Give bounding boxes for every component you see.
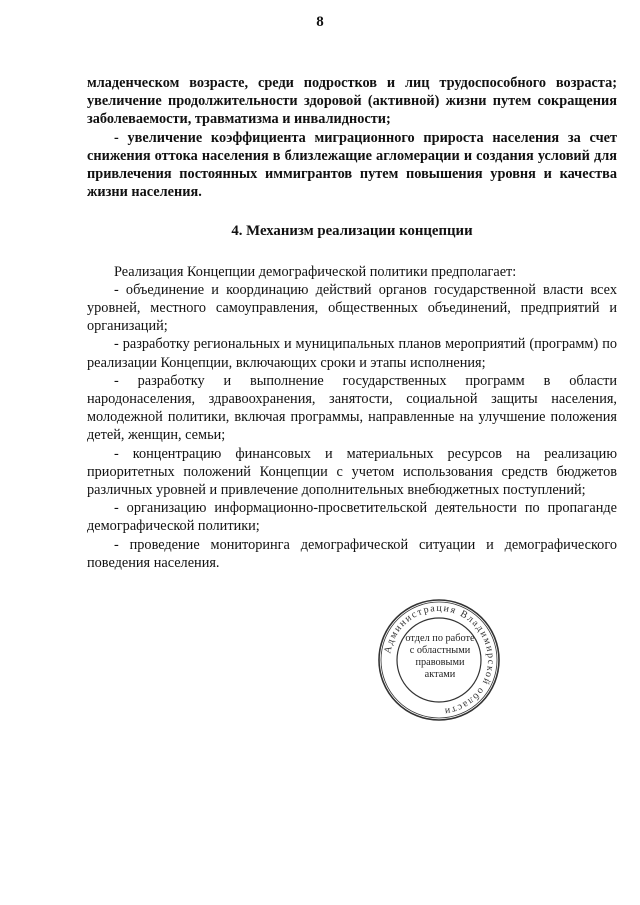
stamp-center-text: отдел по работе с областными правовыми актами <box>405 633 475 680</box>
document-body <box>87 74 617 572</box>
stamp-ring-text: Администрация Владимирской области <box>382 602 497 717</box>
list-item: - организацию информационно-просветительской деятельности по пропаганде демографической политики; <box>87 500 617 535</box>
paragraph-migration: - увеличение коэффициента миграционного прироста населения за счет снижения оттока населения в близлежащие агломерации и создания условий для привлечения постоянных иммигрантов путем повышения уровня и качества жизни населения. <box>87 129 617 201</box>
official-stamp <box>376 597 502 723</box>
section-intro: Реализация Концепции демографической политики предполагает: <box>114 263 517 280</box>
list-item: - разработку региональных и муниципальных планов мероприятий (программ) по реализации Концепции, включающих сроки и этапы исполнения; <box>87 336 617 371</box>
list-item: - проведение мониторинга демографической ситуации и демографического поведения населения. <box>87 536 617 571</box>
list-item: - концентрацию финансовых и материальных ресурсов на реализацию приоритетных положений Концепции с учетом использования средств бюджетов различных уровней и привлечение дополнительных внебюджетных поступлений; <box>87 445 617 499</box>
paragraph-continuation: младенческом возрасте, среди подростков и лиц трудоспособного возраста; увеличение продолжительности здоровой (активной) жизни путем сокращения заболеваемости, травматизма и инвалидности; <box>87 75 617 128</box>
page-number: 8 <box>316 14 324 30</box>
list-item: - объединение и координацию действий органов государственной власти всех уровней, местного самоуправления, общественных объединений, предприятий и организаций; <box>87 281 617 335</box>
list-item: - разработку и выполнение государственных программ в области народонаселения, здравоохранения, занятости, социальной защиты населения, молодежной политики, включая программы, направленные на улучшение положения детей, женщин, семьи; <box>87 372 617 444</box>
section-heading: 4. Механизм реализации концепции <box>231 223 473 240</box>
